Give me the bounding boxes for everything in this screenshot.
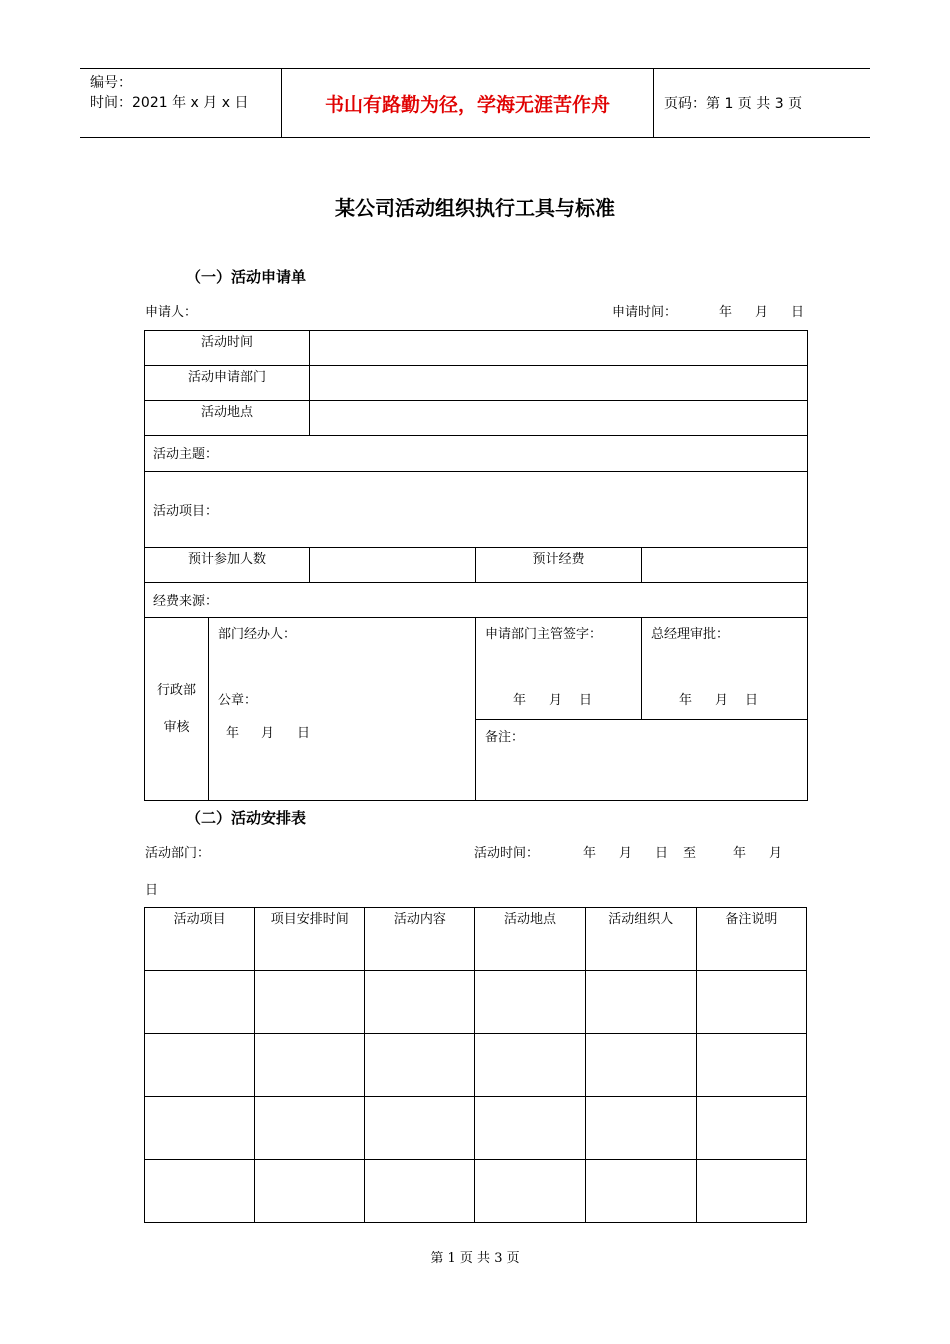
- handler-year-unit: 年: [226, 726, 240, 741]
- gm-day-unit: 日: [745, 693, 759, 708]
- apply-month-unit: 月: [755, 305, 769, 320]
- apply-day-unit: 日: [791, 305, 805, 320]
- table-cell[interactable]: [255, 1097, 365, 1160]
- apply-dept-field[interactable]: [310, 366, 808, 401]
- handler-month-unit: 月: [261, 726, 275, 741]
- participants-label: 预计参加人数: [145, 548, 310, 583]
- to-label: 至: [683, 846, 697, 861]
- gm-approval-cell[interactable]: [642, 618, 808, 720]
- table-cell[interactable]: [255, 1034, 365, 1097]
- admin-review-line1: 行政部: [156, 683, 196, 698]
- dept-handler-label: 部门经办人：: [218, 627, 297, 642]
- table-row: [145, 1097, 807, 1160]
- table-cell[interactable]: [696, 971, 806, 1034]
- activity-schedule-table: [144, 907, 807, 1223]
- table-cell[interactable]: [145, 971, 255, 1034]
- dept-handler-cell[interactable]: [209, 618, 476, 801]
- section1-title: （一）活动申请单: [186, 268, 307, 286]
- table-row: [145, 1160, 807, 1223]
- table-cell[interactable]: [365, 1097, 475, 1160]
- to-day-unit: 日: [145, 883, 159, 898]
- sign-day-unit: 日: [579, 693, 593, 708]
- col-remarks: 备注说明: [696, 908, 806, 971]
- activity-application-form: [144, 330, 808, 801]
- seal-label: 公章：: [218, 693, 258, 708]
- activity-time-label: 活动时间: [145, 331, 310, 366]
- header-page-label: 页码：第 1 页 共 3 页: [664, 96, 803, 112]
- activity-time-label-2: 活动时间：: [474, 846, 540, 861]
- table-cell[interactable]: [475, 1097, 585, 1160]
- activity-dept-label: 活动部门：: [145, 846, 211, 861]
- form-row: [145, 618, 808, 720]
- table-cell[interactable]: [475, 971, 585, 1034]
- col-activity-location: 活动地点: [475, 908, 585, 971]
- table-cell[interactable]: [145, 1097, 255, 1160]
- table-cell[interactable]: [365, 1160, 475, 1223]
- sign-year-unit: 年: [513, 693, 527, 708]
- participants-field[interactable]: [310, 548, 476, 583]
- col-organizer: 活动组织人: [585, 908, 696, 971]
- table-cell[interactable]: [585, 1034, 696, 1097]
- table-cell[interactable]: [475, 1160, 585, 1223]
- admin-review-label: [145, 618, 209, 801]
- table-cell[interactable]: [585, 1097, 696, 1160]
- table-cell[interactable]: [365, 1034, 475, 1097]
- table-cell[interactable]: [696, 1034, 806, 1097]
- admin-review-line2: 审核: [163, 720, 190, 735]
- dept-head-sign-cell[interactable]: [476, 618, 642, 720]
- sign-month-unit: 月: [549, 693, 563, 708]
- table-row: [145, 1034, 807, 1097]
- from-month-unit: 月: [619, 846, 633, 861]
- budget-field[interactable]: [642, 548, 808, 583]
- header-meta: [80, 69, 282, 137]
- form-row: [145, 436, 808, 472]
- theme-field[interactable]: 活动主题：: [145, 436, 808, 472]
- form-row: [145, 331, 808, 366]
- dept-head-sign-label: 申请部门主管签字：: [485, 627, 603, 642]
- items-field[interactable]: 活动项目：: [145, 472, 808, 548]
- gm-year-unit: 年: [679, 693, 693, 708]
- document-title: 某公司活动组织执行工具与标准: [335, 196, 615, 220]
- number-label: 编号：: [90, 75, 132, 91]
- form-row: [145, 472, 808, 548]
- table-cell[interactable]: [696, 1160, 806, 1223]
- apply-year-unit: 年: [719, 305, 733, 320]
- gm-month-unit: 月: [715, 693, 729, 708]
- form-row: [145, 401, 808, 436]
- fund-source-field[interactable]: 经费来源：: [145, 583, 808, 618]
- table-cell[interactable]: [255, 971, 365, 1034]
- handler-day-unit: 日: [297, 726, 311, 741]
- table-cell[interactable]: [696, 1097, 806, 1160]
- apply-dept-label: 活动申请部门: [145, 366, 310, 401]
- time-label: 时间：2021 年 x 月 x 日: [90, 95, 249, 111]
- table-cell[interactable]: [255, 1160, 365, 1223]
- gm-approval-label: 总经理审批：: [651, 627, 730, 642]
- table-row: [145, 971, 807, 1034]
- page-footer: 第 1 页 共 3 页: [430, 1251, 520, 1266]
- location-label: 活动地点: [145, 401, 310, 436]
- section2-title: （二）活动安排表: [186, 809, 307, 827]
- from-day-unit: 日: [655, 846, 669, 861]
- budget-label: 预计经费: [476, 548, 642, 583]
- table-cell[interactable]: [585, 971, 696, 1034]
- table-cell[interactable]: [145, 1034, 255, 1097]
- col-activity-content: 活动内容: [365, 908, 475, 971]
- header-motto: 书山有路勤为径，学海无涯苦作舟: [282, 69, 654, 137]
- remark-field[interactable]: 备注：: [476, 720, 808, 801]
- form-row: [145, 583, 808, 618]
- table-cell[interactable]: [475, 1034, 585, 1097]
- form-row: [145, 366, 808, 401]
- table-cell[interactable]: [585, 1160, 696, 1223]
- to-month-unit: 月: [769, 846, 783, 861]
- col-schedule-time: 项目安排时间: [255, 908, 365, 971]
- from-year-unit: 年: [583, 846, 597, 861]
- col-activity-item: 活动项目: [145, 908, 255, 971]
- document-header: [80, 68, 870, 138]
- form-row: [145, 548, 808, 583]
- table-cell[interactable]: [365, 971, 475, 1034]
- table-cell[interactable]: [145, 1160, 255, 1223]
- location-field[interactable]: [310, 401, 808, 436]
- to-year-unit: 年: [733, 846, 747, 861]
- table-header-row: [145, 908, 807, 971]
- apply-time-label: 申请时间：: [612, 305, 678, 320]
- activity-time-field[interactable]: [310, 331, 808, 366]
- applicant-label: 申请人：: [145, 305, 198, 320]
